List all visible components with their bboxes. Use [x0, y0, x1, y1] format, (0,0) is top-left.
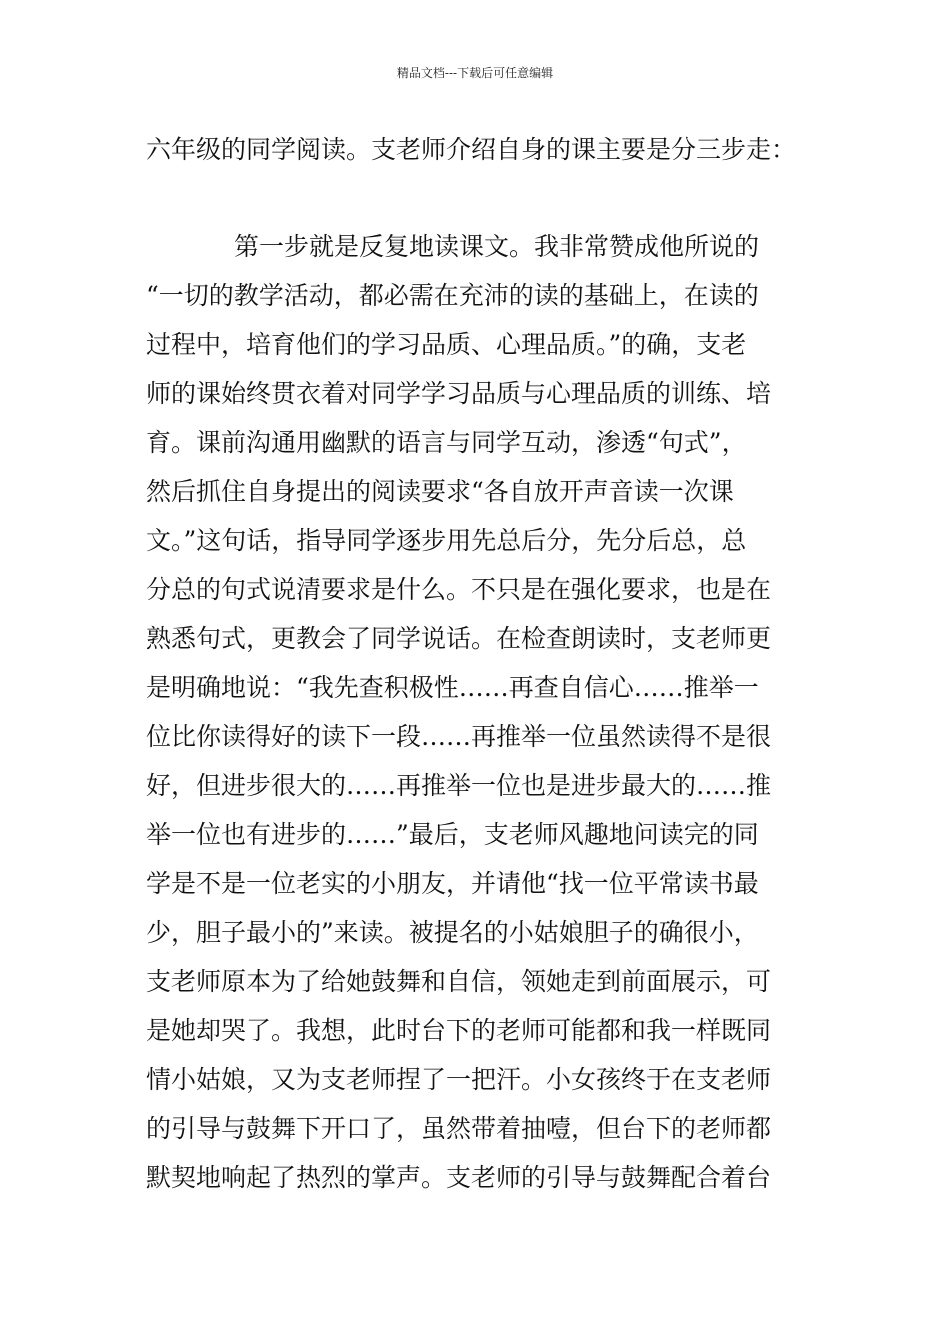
text-line: 支老师原本为了给她鼓舞和自信，领她走到前面展示，可: [146, 967, 772, 996]
text-line: 情小姑娘，又为支老师捏了一把汗。小女孩终于在支老师: [146, 1065, 772, 1094]
text-line: 过程中，培育他们的学习品质、心理品质。”的确，支老: [146, 330, 747, 359]
text-line: 好，但进步很大的……再推举一位也是进步最大的……推: [146, 771, 772, 800]
text-line: “一切的教学活动，都必需在充沛的读的基础上，在读的: [146, 281, 759, 310]
text-line: 然后抓住自身提出的阅读要求“各自放开声音读一次课: [146, 477, 734, 506]
text-line: 第一步就是反复地读课文。我非常赞成他所说的: [234, 232, 760, 261]
text-line: 是明确地说：“我先查积极性……再查自信心……推举一: [146, 673, 759, 702]
text-line: 默契地响起了热烈的掌声。支老师的引导与鼓舞配合着台: [146, 1163, 772, 1192]
text-line: 举一位也有进步的……”最后，支老师风趣地问读完的同: [146, 820, 759, 849]
text-line: 文。”这句话，指导同学逐步用先总后分，先分后总，总: [146, 526, 747, 555]
text-line: 师的课始终贯衣着对同学学习品质与心理品质的训练、培: [146, 379, 772, 408]
text-line: 学是不是一位老实的小朋友，并请他“找一位平常读书最: [146, 869, 759, 898]
text-line: 熟悉句式，更教会了同学说话。在检查朗读时，支老师更: [146, 624, 772, 653]
text-line: 是她却哭了。我想，此时台下的老师可能都和我一样既同: [146, 1016, 772, 1045]
text-line: 位比你读得好的读下一段……再推举一位虽然读得不是很: [146, 722, 772, 751]
text-line: 的引导与鼓舞下开口了，虽然带着抽噎，但台下的老师都: [146, 1114, 772, 1143]
text-line: 分总的句式说清要求是什么。不只是在强化要求，也是在: [146, 575, 772, 604]
text-line: 少，胆子最小的”来读。被提名的小姑娘胆子的确很小，: [146, 918, 759, 947]
text-line: 育。课前沟通用幽默的语言与同学互动，渗透“句式”，: [146, 428, 747, 457]
page-header: 精品文档---下载后可任意编辑: [396, 66, 554, 80]
text-line: 六年级的同学阅读。支老师介绍自身的课主要是分三步走：: [146, 135, 797, 164]
